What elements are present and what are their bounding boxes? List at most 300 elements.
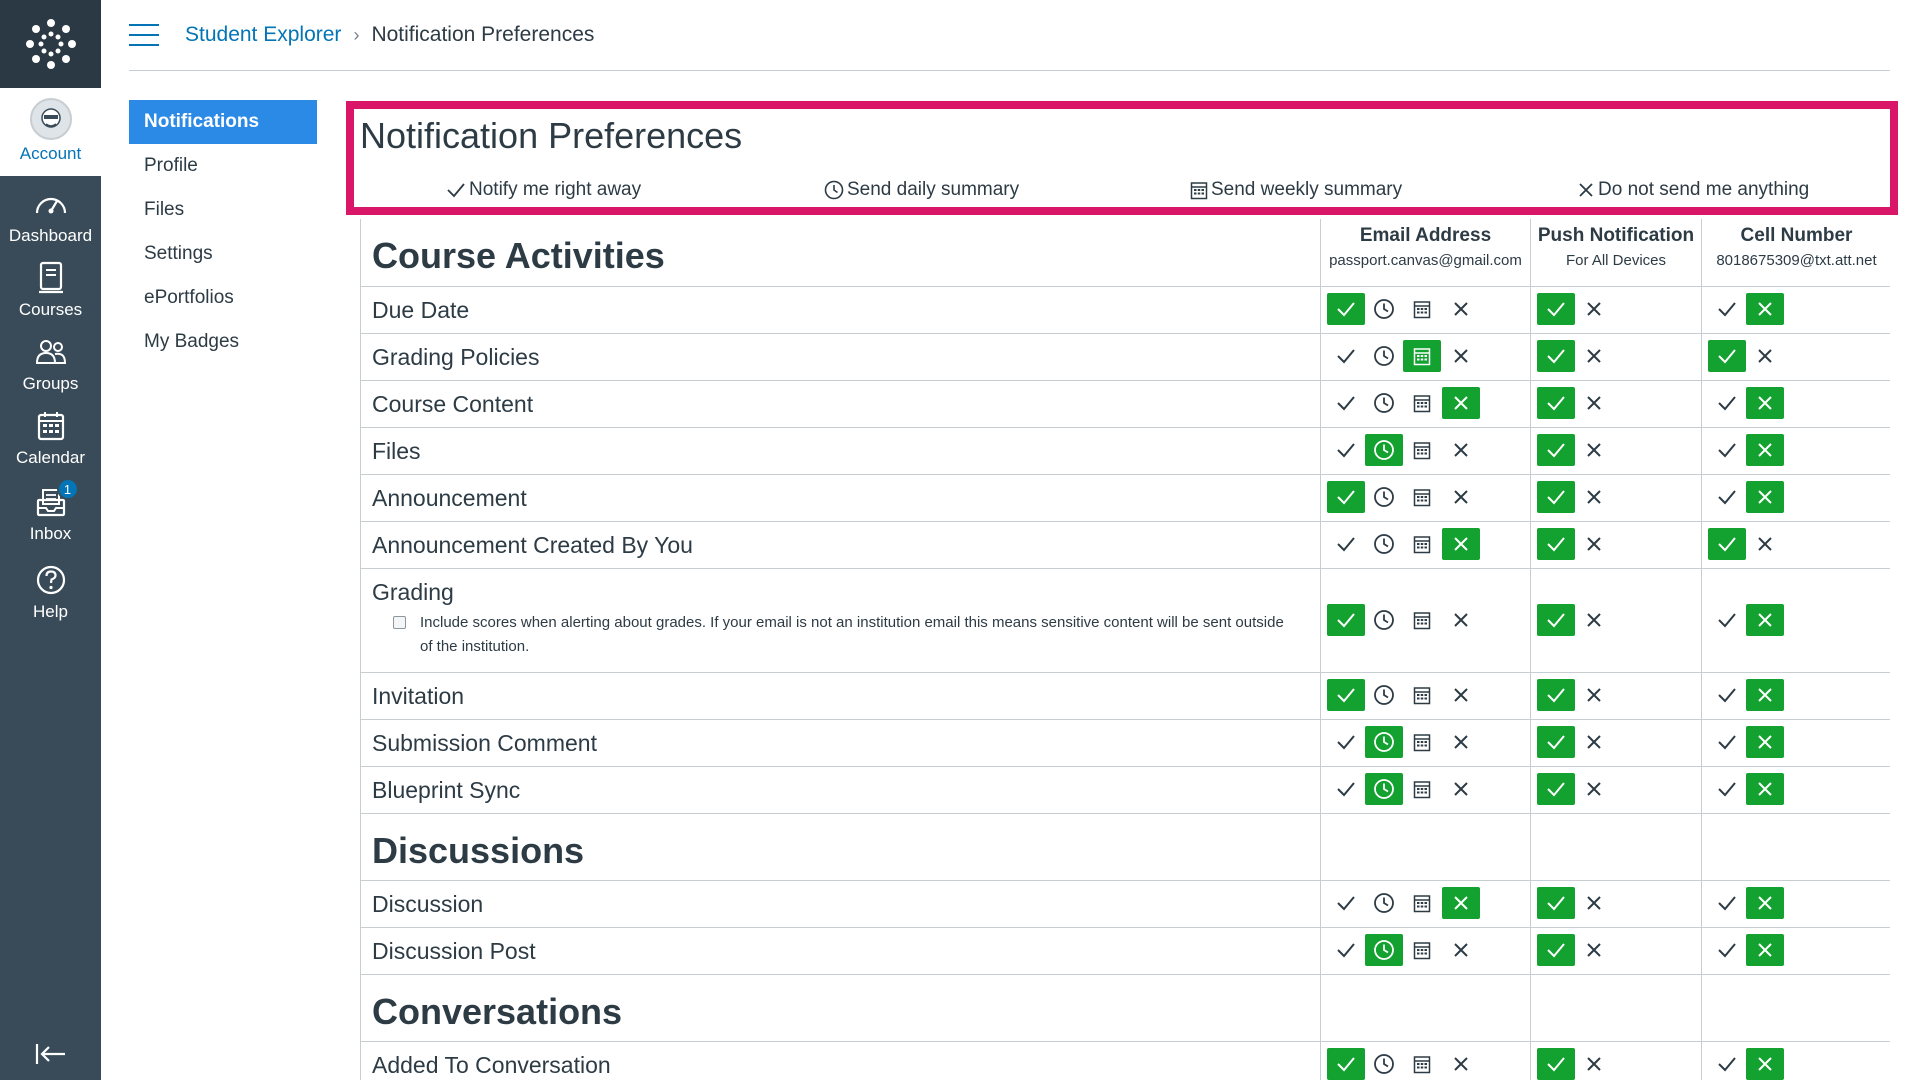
- collapse-nav-button[interactable]: [0, 1042, 101, 1066]
- email-channel-cell: [1320, 381, 1530, 427]
- row-0-4-sms-never-button[interactable]: [1746, 481, 1784, 513]
- email-channel-cell: [1320, 428, 1530, 474]
- notification-row: [360, 881, 1890, 928]
- sms-channel-cell: [1701, 381, 1891, 427]
- row-0-3-sms-immediate-button[interactable]: [1708, 434, 1746, 466]
- notification-name: Grading: [372, 579, 454, 605]
- preferences-header: [346, 101, 1898, 215]
- menu-item-files[interactable]: Files: [144, 199, 185, 220]
- row-1-0-email-immediate-button[interactable]: [1327, 887, 1365, 919]
- column-header-push: [1530, 219, 1701, 286]
- row-0-3-push-on-button[interactable]: [1537, 434, 1575, 466]
- x-icon: [1452, 894, 1470, 912]
- row-0-7-push-off-button[interactable]: [1575, 679, 1613, 711]
- legend-daily: [824, 179, 1019, 201]
- row-0-1-email-weekly-button[interactable]: [1403, 340, 1441, 372]
- x-icon: [1452, 441, 1470, 459]
- breadcrumb-student-explorer[interactable]: Student Explorer: [185, 23, 342, 46]
- notification-row: [360, 720, 1890, 767]
- row-0-4-email-immediate-button[interactable]: [1327, 481, 1365, 513]
- check-icon: [1545, 439, 1567, 461]
- nav-groups-label: Groups: [22, 374, 79, 393]
- x-icon: [1452, 611, 1470, 629]
- nav-calendar[interactable]: [0, 408, 101, 468]
- notification-row: [360, 381, 1890, 428]
- row-0-9-email-weekly-button[interactable]: [1403, 773, 1441, 805]
- x-icon: [1452, 488, 1470, 506]
- notification-name: Grading Policies: [372, 344, 540, 370]
- sms-channel-cell: [1701, 334, 1891, 380]
- push-channel-cell: [1530, 1042, 1701, 1080]
- row-0-2-email-never-button[interactable]: [1442, 387, 1480, 419]
- row-0-0-email-immediate-button[interactable]: [1327, 293, 1365, 325]
- inbox-icon: [33, 481, 72, 520]
- row-0-0-push-on-button[interactable]: [1537, 293, 1575, 325]
- notification-row: [360, 334, 1890, 381]
- notification-row: [360, 767, 1890, 814]
- check-icon: [1335, 298, 1357, 320]
- check-icon: [446, 180, 466, 200]
- clock-icon: [1373, 892, 1395, 914]
- row-0-2-email-daily-button[interactable]: [1365, 387, 1403, 419]
- notification-name: Added To Conversation: [372, 1052, 611, 1078]
- calendar-grid-icon: [1413, 940, 1431, 960]
- row-0-1-email-immediate-button[interactable]: [1327, 340, 1365, 372]
- row-0-0-email-never-button[interactable]: [1442, 293, 1480, 325]
- check-icon: [1335, 345, 1357, 367]
- notification-row: [360, 569, 1890, 673]
- empty-cell: [1701, 975, 1891, 1041]
- global-nav: [0, 0, 101, 1080]
- x-icon: [1452, 686, 1470, 704]
- settings-menu: [129, 100, 317, 364]
- row-0-2-sms-immediate-button[interactable]: [1708, 387, 1746, 419]
- clock-icon: [1373, 778, 1395, 800]
- row-0-2-email-immediate-button[interactable]: [1327, 387, 1365, 419]
- check-icon: [1545, 609, 1567, 631]
- row-0-9-push-off-button[interactable]: [1575, 773, 1613, 805]
- column-header-title: Cell Number: [1740, 225, 1853, 246]
- row-0-3-push-off-button[interactable]: [1575, 434, 1613, 466]
- check-icon: [1335, 684, 1357, 706]
- check-icon: [1335, 892, 1357, 914]
- row-0-9-email-immediate-button[interactable]: [1327, 773, 1365, 805]
- row-0-8-push-on-button[interactable]: [1537, 726, 1575, 758]
- row-2-0-email-never-button[interactable]: [1442, 1048, 1480, 1080]
- row-0-8-email-never-button[interactable]: [1442, 726, 1480, 758]
- push-channel-cell: [1530, 673, 1701, 719]
- notification-row: [360, 928, 1890, 975]
- calendar-grid-icon: [1413, 779, 1431, 799]
- row-0-6-email-daily-button[interactable]: [1365, 604, 1403, 636]
- x-icon: [1756, 347, 1774, 365]
- check-icon: [1716, 486, 1738, 508]
- email-channel-cell: [1320, 881, 1530, 927]
- x-icon: [1452, 733, 1470, 751]
- row-0-4-email-never-button[interactable]: [1442, 481, 1480, 513]
- row-0-3-email-daily-button[interactable]: [1365, 434, 1403, 466]
- row-0-5-email-immediate-button[interactable]: [1327, 528, 1365, 560]
- hamburger-menu-button[interactable]: [129, 24, 159, 46]
- sms-channel-cell: [1701, 569, 1891, 672]
- section-title: Conversations: [372, 991, 623, 1032]
- x-icon: [1452, 347, 1470, 365]
- row-0-5-push-off-button[interactable]: [1575, 528, 1613, 560]
- row-0-0-email-daily-button[interactable]: [1365, 293, 1403, 325]
- x-icon: [1452, 535, 1470, 553]
- x-icon: [1585, 894, 1603, 912]
- nav-dashboard[interactable]: [0, 186, 101, 246]
- empty-cell: [1701, 814, 1891, 880]
- check-icon: [1716, 939, 1738, 961]
- row-0-3-email-weekly-button[interactable]: [1403, 434, 1441, 466]
- row-1-0-push-on-button[interactable]: [1537, 887, 1575, 919]
- calendar-icon: [33, 408, 69, 444]
- email-channel-cell: [1320, 1042, 1530, 1080]
- row-0-7-sms-immediate-button[interactable]: [1708, 679, 1746, 711]
- nav-help-label: Help: [33, 602, 68, 621]
- row-0-3-email-immediate-button[interactable]: [1327, 434, 1365, 466]
- row-0-2-sms-never-button[interactable]: [1746, 387, 1784, 419]
- section-header-row: [360, 814, 1890, 881]
- row-0-3-sms-never-button[interactable]: [1746, 434, 1784, 466]
- row-0-4-push-off-button[interactable]: [1575, 481, 1613, 513]
- row-0-6-email-immediate-button[interactable]: [1327, 604, 1365, 636]
- clock-icon: [1373, 939, 1395, 961]
- sms-channel-cell: [1701, 475, 1891, 521]
- push-channel-cell: [1530, 428, 1701, 474]
- nav-account[interactable]: [0, 88, 101, 176]
- nav-help[interactable]: [0, 562, 101, 622]
- notification-name: Announcement Created By You: [372, 532, 693, 558]
- nav-calendar-label: Calendar: [16, 448, 85, 467]
- sms-channel-cell: [1701, 287, 1891, 333]
- clock-icon: [1373, 684, 1395, 706]
- check-icon: [1545, 1053, 1567, 1075]
- check-icon: [1335, 731, 1357, 753]
- x-icon: [1585, 686, 1603, 704]
- x-icon: [1585, 941, 1603, 959]
- email-channel-cell: [1320, 475, 1530, 521]
- row-2-0-sms-never-button[interactable]: [1746, 1048, 1784, 1080]
- calendar-grid-icon: [1413, 393, 1431, 413]
- x-icon: [1585, 1055, 1603, 1073]
- notification-row: [360, 287, 1890, 334]
- row-1-1-email-never-button[interactable]: [1442, 934, 1480, 966]
- clock-icon: [1373, 392, 1395, 414]
- column-header-subtitle: passport.canvas@gmail.com: [1329, 252, 1522, 269]
- canvas-logo[interactable]: [0, 0, 101, 88]
- row-2-0-push-off-button[interactable]: [1575, 1048, 1613, 1080]
- push-channel-cell: [1530, 928, 1701, 974]
- row-0-2-email-weekly-button[interactable]: [1403, 387, 1441, 419]
- menu-item-my-badges[interactable]: My Badges: [144, 331, 240, 352]
- clock-icon: [1373, 486, 1395, 508]
- row-0-0-push-off-button[interactable]: [1575, 293, 1613, 325]
- check-icon: [1716, 298, 1738, 320]
- row-1-0-sms-never-button[interactable]: [1746, 887, 1784, 919]
- row-1-1-email-immediate-button[interactable]: [1327, 934, 1365, 966]
- notification-name: Discussion Post: [372, 938, 536, 964]
- row-0-4-sms-immediate-button[interactable]: [1708, 481, 1746, 513]
- row-0-1-email-daily-button[interactable]: [1365, 340, 1403, 372]
- push-channel-cell: [1530, 881, 1701, 927]
- row-0-8-email-immediate-button[interactable]: [1327, 726, 1365, 758]
- x-icon: [1756, 733, 1774, 751]
- row-0-5-email-never-button[interactable]: [1442, 528, 1480, 560]
- row-0-2-push-on-button[interactable]: [1537, 387, 1575, 419]
- menu-item-eportfolios[interactable]: ePortfolios: [144, 287, 234, 308]
- nav-inbox[interactable]: [0, 481, 101, 544]
- section-title: Course Activities: [372, 235, 665, 276]
- x-icon: [1452, 300, 1470, 318]
- x-icon: [1756, 441, 1774, 459]
- notification-name: Blueprint Sync: [372, 777, 521, 803]
- notification-row: [360, 1042, 1890, 1080]
- row-0-6-email-never-button[interactable]: [1442, 604, 1480, 636]
- x-icon: [1452, 941, 1470, 959]
- x-icon: [1585, 300, 1603, 318]
- x-icon: [1756, 941, 1774, 959]
- row-0-7-push-on-button[interactable]: [1537, 679, 1575, 711]
- include-scores-checkbox[interactable]: [393, 616, 406, 629]
- x-icon: [1585, 488, 1603, 506]
- check-icon: [1716, 892, 1738, 914]
- nav-courses[interactable]: [0, 260, 101, 320]
- row-0-5-email-daily-button[interactable]: [1365, 528, 1403, 560]
- notification-row: [360, 475, 1890, 522]
- row-1-1-email-weekly-button[interactable]: [1403, 934, 1441, 966]
- calendar-grid-icon: [1413, 534, 1431, 554]
- push-channel-cell: [1530, 475, 1701, 521]
- x-icon: [1585, 347, 1603, 365]
- calendar-grid-icon: [1190, 180, 1208, 200]
- row-0-7-email-never-button[interactable]: [1442, 679, 1480, 711]
- column-header-subtitle: For All Devices: [1565, 252, 1667, 269]
- legend-weekly-label: Send weekly summary: [1211, 179, 1403, 200]
- email-channel-cell: [1320, 673, 1530, 719]
- notification-row: [360, 522, 1890, 569]
- breadcrumb-current: Notification Preferences: [371, 23, 595, 46]
- legend-never: [1577, 179, 1809, 201]
- x-icon: [1756, 1055, 1774, 1073]
- check-icon: [1545, 486, 1567, 508]
- row-0-9-email-daily-button[interactable]: [1365, 773, 1403, 805]
- row-0-1-push-off-button[interactable]: [1575, 340, 1613, 372]
- clock-icon: [1373, 298, 1395, 320]
- empty-cell: [1320, 814, 1530, 880]
- row-0-0-sms-never-button[interactable]: [1746, 293, 1784, 325]
- x-icon: [1756, 535, 1774, 553]
- check-icon: [1545, 892, 1567, 914]
- sms-channel-cell: [1701, 720, 1891, 766]
- clock-icon: [824, 180, 844, 200]
- row-1-0-email-daily-button[interactable]: [1365, 887, 1403, 919]
- clock-icon: [1373, 533, 1395, 555]
- row-0-6-sms-never-button[interactable]: [1746, 604, 1784, 636]
- inbox-unread-badge: 1: [57, 478, 79, 500]
- nav-groups[interactable]: [0, 334, 101, 394]
- email-channel-cell: [1320, 720, 1530, 766]
- calendar-grid-icon: [1413, 346, 1431, 366]
- clock-icon: [1373, 1053, 1395, 1075]
- notification-name: Submission Comment: [372, 730, 597, 756]
- x-icon: [1756, 686, 1774, 704]
- x-icon: [1756, 780, 1774, 798]
- row-0-8-push-off-button[interactable]: [1575, 726, 1613, 758]
- row-0-4-email-daily-button[interactable]: [1365, 481, 1403, 513]
- row-1-0-email-never-button[interactable]: [1442, 887, 1480, 919]
- nav-account-label: Account: [19, 144, 82, 163]
- sms-channel-cell: [1701, 881, 1891, 927]
- row-0-3-email-never-button[interactable]: [1442, 434, 1480, 466]
- x-icon: [1452, 780, 1470, 798]
- legend-never-label: Do not send me anything: [1598, 179, 1810, 200]
- help-icon: [33, 562, 69, 598]
- row-2-0-push-on-button[interactable]: [1537, 1048, 1575, 1080]
- row-0-9-sms-immediate-button[interactable]: [1708, 773, 1746, 805]
- x-icon: [1452, 1055, 1470, 1073]
- section-header-row: [360, 219, 1890, 287]
- row-0-8-email-daily-button[interactable]: [1365, 726, 1403, 758]
- check-icon: [1335, 533, 1357, 555]
- sms-channel-cell: [1701, 428, 1891, 474]
- clock-icon: [1373, 345, 1395, 367]
- row-1-0-push-off-button[interactable]: [1575, 887, 1613, 919]
- push-channel-cell: [1530, 381, 1701, 427]
- push-channel-cell: [1530, 522, 1701, 568]
- x-icon: [1585, 441, 1603, 459]
- legend-immediate-label: Notify me right away: [469, 179, 642, 200]
- row-0-1-sms-never-button[interactable]: [1746, 340, 1784, 372]
- sms-channel-cell: [1701, 928, 1891, 974]
- check-icon: [1716, 684, 1738, 706]
- row-2-0-sms-immediate-button[interactable]: [1708, 1048, 1746, 1080]
- row-0-7-email-daily-button[interactable]: [1365, 679, 1403, 711]
- x-icon: [1756, 300, 1774, 318]
- x-icon: [1756, 611, 1774, 629]
- check-icon: [1545, 392, 1567, 414]
- nav-courses-label: Courses: [18, 300, 83, 319]
- nav-inbox-label: Inbox: [29, 524, 72, 543]
- check-icon: [1716, 439, 1738, 461]
- row-0-1-sms-immediate-button[interactable]: [1708, 340, 1746, 372]
- menu-item-settings[interactable]: Settings: [144, 243, 213, 264]
- row-1-0-email-weekly-button[interactable]: [1403, 887, 1441, 919]
- email-channel-cell: [1320, 569, 1530, 672]
- row-0-0-email-weekly-button[interactable]: [1403, 293, 1441, 325]
- row-0-4-push-on-button[interactable]: [1537, 481, 1575, 513]
- row-0-6-push-off-button[interactable]: [1575, 604, 1613, 636]
- column-header-subtitle: 8018675309@txt.att.net: [1716, 252, 1877, 269]
- row-0-5-push-on-button[interactable]: [1537, 528, 1575, 560]
- email-channel-cell: [1320, 334, 1530, 380]
- row-0-9-sms-never-button[interactable]: [1746, 773, 1784, 805]
- row-1-1-push-on-button[interactable]: [1537, 934, 1575, 966]
- row-0-0-sms-immediate-button[interactable]: [1708, 293, 1746, 325]
- check-icon: [1335, 392, 1357, 414]
- column-header-title: Email Address: [1359, 225, 1492, 246]
- row-1-1-sms-never-button[interactable]: [1746, 934, 1784, 966]
- row-0-9-email-never-button[interactable]: [1442, 773, 1480, 805]
- email-channel-cell: [1320, 287, 1530, 333]
- row-0-6-email-weekly-button[interactable]: [1403, 604, 1441, 636]
- row-1-1-email-daily-button[interactable]: [1365, 934, 1403, 966]
- menu-item-profile[interactable]: Profile: [144, 155, 198, 176]
- row-1-0-sms-immediate-button[interactable]: [1708, 887, 1746, 919]
- menu-item-notifications[interactable]: Notifications: [129, 100, 317, 144]
- email-channel-cell: [1320, 522, 1530, 568]
- check-icon: [1545, 533, 1567, 555]
- row-0-5-sms-immediate-button[interactable]: [1708, 528, 1746, 560]
- notification-row: [360, 673, 1890, 720]
- row-0-6-push-on-button[interactable]: [1537, 604, 1575, 636]
- row-0-7-email-weekly-button[interactable]: [1403, 679, 1441, 711]
- check-icon: [1335, 939, 1357, 961]
- notification-name: Discussion: [372, 891, 484, 917]
- calendar-grid-icon: [1413, 440, 1431, 460]
- row-0-6-sms-immediate-button[interactable]: [1708, 604, 1746, 636]
- row-0-7-email-immediate-button[interactable]: [1327, 679, 1365, 711]
- row-0-8-sms-never-button[interactable]: [1746, 726, 1784, 758]
- row-2-0-email-weekly-button[interactable]: [1403, 1048, 1441, 1080]
- page-title: Notification Preferences: [360, 115, 743, 156]
- notification-name: Course Content: [372, 391, 534, 417]
- row-0-4-email-weekly-button[interactable]: [1403, 481, 1441, 513]
- row-1-1-sms-immediate-button[interactable]: [1708, 934, 1746, 966]
- push-channel-cell: [1530, 569, 1701, 672]
- row-0-9-push-on-button[interactable]: [1537, 773, 1575, 805]
- empty-cell: [1320, 975, 1530, 1041]
- check-icon: [1335, 439, 1357, 461]
- x-icon: [1756, 394, 1774, 412]
- row-0-2-push-off-button[interactable]: [1575, 387, 1613, 419]
- email-channel-cell: [1320, 928, 1530, 974]
- check-icon: [1716, 345, 1738, 367]
- row-0-7-sms-never-button[interactable]: [1746, 679, 1784, 711]
- sms-channel-cell: [1701, 1042, 1891, 1080]
- row-0-5-sms-never-button[interactable]: [1746, 528, 1784, 560]
- row-1-1-push-off-button[interactable]: [1575, 934, 1613, 966]
- section-title: Discussions: [372, 830, 585, 871]
- check-icon: [1716, 1053, 1738, 1075]
- check-icon: [1545, 939, 1567, 961]
- x-icon: [1585, 611, 1603, 629]
- check-icon: [1716, 392, 1738, 414]
- check-icon: [1716, 731, 1738, 753]
- calendar-grid-icon: [1413, 487, 1431, 507]
- notification-name: Invitation: [372, 683, 465, 709]
- dashboard-icon: [33, 186, 69, 222]
- legend-immediate: [446, 179, 641, 201]
- row-0-1-email-never-button[interactable]: [1442, 340, 1480, 372]
- check-icon: [1716, 609, 1738, 631]
- row-2-0-email-immediate-button[interactable]: [1327, 1048, 1365, 1080]
- row-0-8-sms-immediate-button[interactable]: [1708, 726, 1746, 758]
- row-2-0-email-daily-button[interactable]: [1365, 1048, 1403, 1080]
- push-channel-cell: [1530, 767, 1701, 813]
- breadcrumb-separator-icon: ›: [353, 24, 360, 45]
- row-0-8-email-weekly-button[interactable]: [1403, 726, 1441, 758]
- notification-name: Due Date: [372, 297, 470, 323]
- courses-icon: [33, 260, 69, 296]
- row-0-5-email-weekly-button[interactable]: [1403, 528, 1441, 560]
- check-icon: [1545, 684, 1567, 706]
- row-0-1-push-on-button[interactable]: [1537, 340, 1575, 372]
- check-icon: [1335, 609, 1357, 631]
- check-icon: [1545, 298, 1567, 320]
- canvas-logo-icon: [25, 18, 77, 70]
